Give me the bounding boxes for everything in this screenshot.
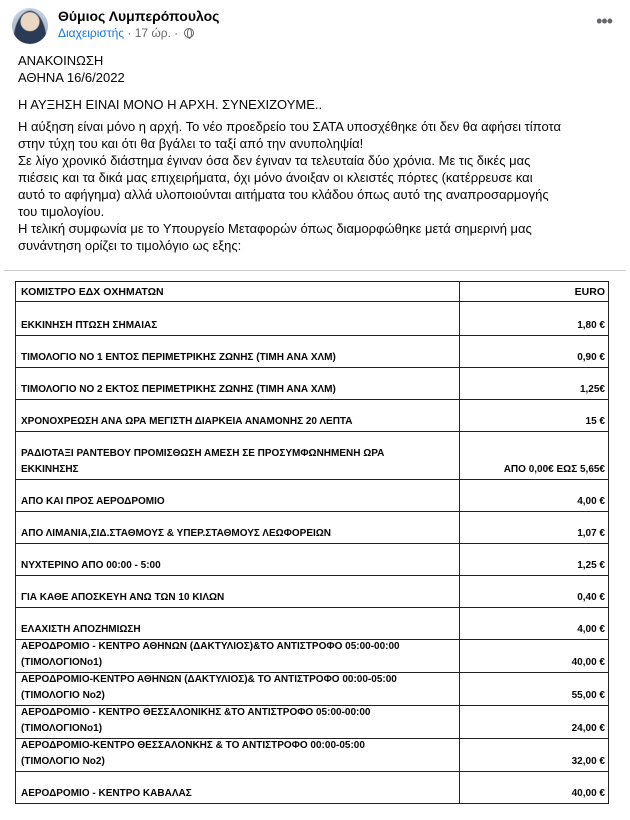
fare-description-line: ΕΛΑΧΙΣΤΗ ΑΠΟΖΗΜΙΩΣΗ <box>21 624 141 635</box>
fare-table <box>15 281 609 804</box>
more-horizontal-icon[interactable]: ••• <box>596 11 612 31</box>
fare-description-line: ΑΠΟ ΚΑΙ ΠΡΟΣ ΑΕΡΟΔΡΟΜΙΟ <box>21 496 165 507</box>
fare-row <box>16 772 609 804</box>
paragraph-line: στην τύχη του και ότι θα βγάλει το ταξί από την ανυποληψία! <box>18 136 364 151</box>
fare-value-text: 1,80 € <box>577 320 605 331</box>
fare-description-line: ΓΙΑ ΚΑΘΕ ΑΠΟΣΚΕΥΗ ΑΝΩ ΤΩΝ 10 ΚΙΛΩΝ <box>21 592 225 603</box>
fare-row <box>16 302 609 336</box>
paragraph-line: συνάντηση ορίζει το τιμολόγιο ως εξης: <box>18 238 242 253</box>
fare-value-text: 0,90 € <box>577 352 605 363</box>
fare-description-line: (ΤΙΜΟΛΟΓΙΟΝο1) <box>21 723 103 734</box>
header-description: ΚΟΜΙΣΤΡΟ ΕΔΧ ΟΧΗΜΑΤΩΝ <box>16 282 460 302</box>
fare-value-text: 24,00 € <box>571 723 605 734</box>
fare-value-text: 4,00 € <box>577 496 605 507</box>
fare-value <box>460 544 609 576</box>
post-meta <box>58 26 194 40</box>
fare-description <box>16 576 460 608</box>
paragraph-line: Η τελική συμφωνία με το Υπουργείο Μεταφορών όπως διαμορφώθηκε μετά σημερινή μας <box>18 221 532 236</box>
fare-description <box>16 512 460 544</box>
fare-description-line: ΧΡΟΝΟΧΡΕΩΣΗ ΑΝΑ ΩΡΑ ΜΕΓΙΣΤΗ ΔΙΑΡΚΕΙΑ ΑΝΑΜΟΝΗΣ 20 ΛΕΠΤΑ <box>21 416 353 427</box>
fare-value <box>460 400 609 432</box>
fare-value <box>460 480 609 512</box>
fare-description-line: ΕΚΚΙΝΗΣΗ ΠΤΩΣΗ ΣΗΜΑΙΑΣ <box>21 320 158 331</box>
fare-description-line: ΡΑΔΙΟΤΑΞΙ ΡΑΝΤΕΒΟΥ ΠΡΟΜΙΣΘΩΣΗ ΑΜΕΣΗ ΣΕ ΠΡΟΣΥΜΦΩΝΗΜΕΝΗ ΩΡΑ <box>21 448 385 459</box>
fare-value <box>460 706 609 739</box>
fare-row <box>16 512 609 544</box>
paragraph-line: αυτό το αφήγημα) αλλά υλοποιούνται αιτήματα του κλάδου όπως αυτό της αναπροσαρμογής <box>18 187 549 202</box>
paragraph-line: Η αύξηση είναι μόνο η αρχή. Το νέο προεδρείο του ΣΑΤΑ υποσχέθηκε ότι δεν θα αφήσει τίποτα <box>18 119 561 134</box>
fare-row <box>16 400 609 432</box>
fare-description-line: ΑΕΡΟΔΡΟΜΙΟ - ΚΕΝΤΡΟ ΑΘΗΝΩΝ (ΔΑΚΤΥΛΙΟΣ)&ΤΟ ΑΝΤΙΣΤΡΟΦΟ 05:00-00:00 <box>21 641 400 652</box>
fare-description-line: ΤΙΜΟΛΟΓΙΟ ΝΟ 1 ΕΝΤΟΣ ΠΕΡΙΜΕΤΡΙΚΗΣ ΖΩΝΗΣ (ΤΙΜΗ ΑΝΑ ΧΛΜ) <box>21 352 336 363</box>
fare-row <box>16 480 609 512</box>
role-badge[interactable]: Διαχειριστής <box>58 26 125 40</box>
fare-row <box>16 544 609 576</box>
fare-description <box>16 432 460 480</box>
fare-description <box>16 302 460 336</box>
fare-row <box>16 432 609 480</box>
fare-description <box>16 640 460 673</box>
fare-description <box>16 772 460 804</box>
fare-table-header <box>16 282 609 302</box>
fare-value-text: 0,40 € <box>577 592 605 603</box>
fare-value <box>460 608 609 640</box>
fare-value <box>460 640 609 673</box>
fare-value-text: 1,25€ <box>579 384 605 395</box>
fare-description-line: ΝΥΧΤΕΡΙΝΟ ΑΠΟ 00:00 - 5:00 <box>21 560 161 571</box>
fare-value <box>460 512 609 544</box>
fare-value <box>460 673 609 706</box>
fare-row <box>16 706 609 739</box>
post-paragraph <box>18 118 618 254</box>
paragraph-line: του τιμολογίου. <box>18 204 105 219</box>
fare-description <box>16 608 460 640</box>
fare-row <box>16 673 609 706</box>
fare-description-line: ΕΚΚΙΝΗΣΗΣ <box>21 464 79 475</box>
header-currency: EURO <box>460 282 609 302</box>
globe-icon <box>184 28 194 38</box>
fare-description <box>16 706 460 739</box>
fare-description <box>16 400 460 432</box>
paragraph-line: πιέσεις και τα δικά μας επιχειρήματα, όχι μόνο άνοιξαν οι κλειστές πόρτες (κατέρρευσε και <box>18 170 533 185</box>
fare-description <box>16 480 460 512</box>
post-time[interactable]: · 17 ώρ. · <box>127 26 179 40</box>
fare-value <box>460 302 609 336</box>
fare-description-line: (ΤΙΜΟΛΟΓΙΟ Νο2) <box>21 756 105 767</box>
fare-description-line: ΤΙΜΟΛΟΓΙΟ ΝΟ 2 ΕΚΤΟΣ ΠΕΡΙΜΕΤΡΙΚΗΣ ΖΩΝΗΣ (ΤΙΜΗ ΑΝΑ ΧΛΜ) <box>21 384 336 395</box>
fare-value-text: 1,25 € <box>577 560 605 571</box>
fare-description-line: ΑΕΡΟΔΡΟΜΙΟ - ΚΕΝΤΡΟ ΘΕΣΣΑΛΟΝΙΚΗΣ &ΤΟ ΑΝΤΙΣΤΡΟΦΟ 05:00-00:00 <box>21 707 371 718</box>
avatar[interactable] <box>12 8 48 44</box>
fare-description <box>16 544 460 576</box>
fare-value-text: 55,00 € <box>571 690 605 701</box>
fare-row <box>16 336 609 368</box>
headline: Η ΑΥΞΗΣΗ ΕΙΝΑΙ ΜΟΝΟ Η ΑΡΧΗ. ΣΥΝΕΧΙΖΟΥΜΕ.. <box>18 97 323 112</box>
fare-description-line: ΑΠΟ ΛΙΜΑΝΙΑ,ΣΙΔ.ΣΤΑΘΜΟΥΣ & ΥΠΕΡ.ΣΤΑΘΜΟΥΣ ΛΕΩΦΟΡΕΙΩΝ <box>21 528 332 539</box>
fare-value <box>460 576 609 608</box>
fare-row <box>16 640 609 673</box>
fare-description <box>16 739 460 772</box>
fare-value-text: 1,07 € <box>577 528 605 539</box>
fare-description-line: ΑΕΡΟΔΡΟΜΙΟ-ΚΕΝΤΡΟ ΘΕΣΣΑΛΟΝΚΗΣ & ΤΟ ΑΝΤΙΣΤΡΟΦΟ 00:00-05:00 <box>21 740 365 751</box>
fare-row <box>16 576 609 608</box>
fare-description-line: (ΤΙΜΟΛΟΓΙΟΝο1) <box>21 657 103 668</box>
fare-description-line: ΑΕΡΟΔΡΟΜΙΟ-ΚΕΝΤΡΟ ΑΘΗΝΩΝ (ΔΑΚΤΥΛΙΟΣ)& ΤΟ ΑΝΤΙΣΤΡΟΦΟ 00:00-05:00 <box>21 674 397 685</box>
fare-value <box>460 739 609 772</box>
attached-document-image[interactable] <box>4 270 626 820</box>
fare-description <box>16 336 460 368</box>
fare-row <box>16 739 609 772</box>
fare-value <box>460 772 609 804</box>
fare-value <box>460 368 609 400</box>
post-header <box>12 8 618 44</box>
fare-description-line: (ΤΙΜΟΛΟΓΙΟ Νο2) <box>21 690 105 701</box>
fare-row <box>16 368 609 400</box>
fare-value-text: 32,00 € <box>571 756 605 767</box>
fare-value-text: 40,00 € <box>571 788 605 799</box>
fare-row <box>16 608 609 640</box>
announcement-title: ΑΝΑΚΟΙΝΩΣΗ <box>18 53 104 68</box>
fare-value-text: ΑΠΟ 0,00€ ΕΩΣ 5,65€ <box>503 464 605 475</box>
fare-value <box>460 432 609 480</box>
fare-value <box>460 336 609 368</box>
fare-value-text: 15 € <box>585 416 605 427</box>
fare-value-text: 40,00 € <box>571 657 605 668</box>
fare-value-text: 4,00 € <box>577 624 605 635</box>
fare-description <box>16 368 460 400</box>
author-name[interactable]: Θύμιος Λυμπερόπουλος <box>58 8 220 24</box>
place-date: ΑΘΗΝΑ 16/6/2022 <box>18 70 125 85</box>
fare-description <box>16 673 460 706</box>
fare-description-line: ΑΕΡΟΔΡΟΜΙΟ - ΚΕΝΤΡΟ ΚΑΒΑΛΑΣ <box>21 788 192 799</box>
paragraph-line: Σε λίγο χρονικό διάστημα έγιναν όσα δεν έγιναν τα τελευταία δύο χρόνια. Με τις δικές μας <box>18 153 531 168</box>
